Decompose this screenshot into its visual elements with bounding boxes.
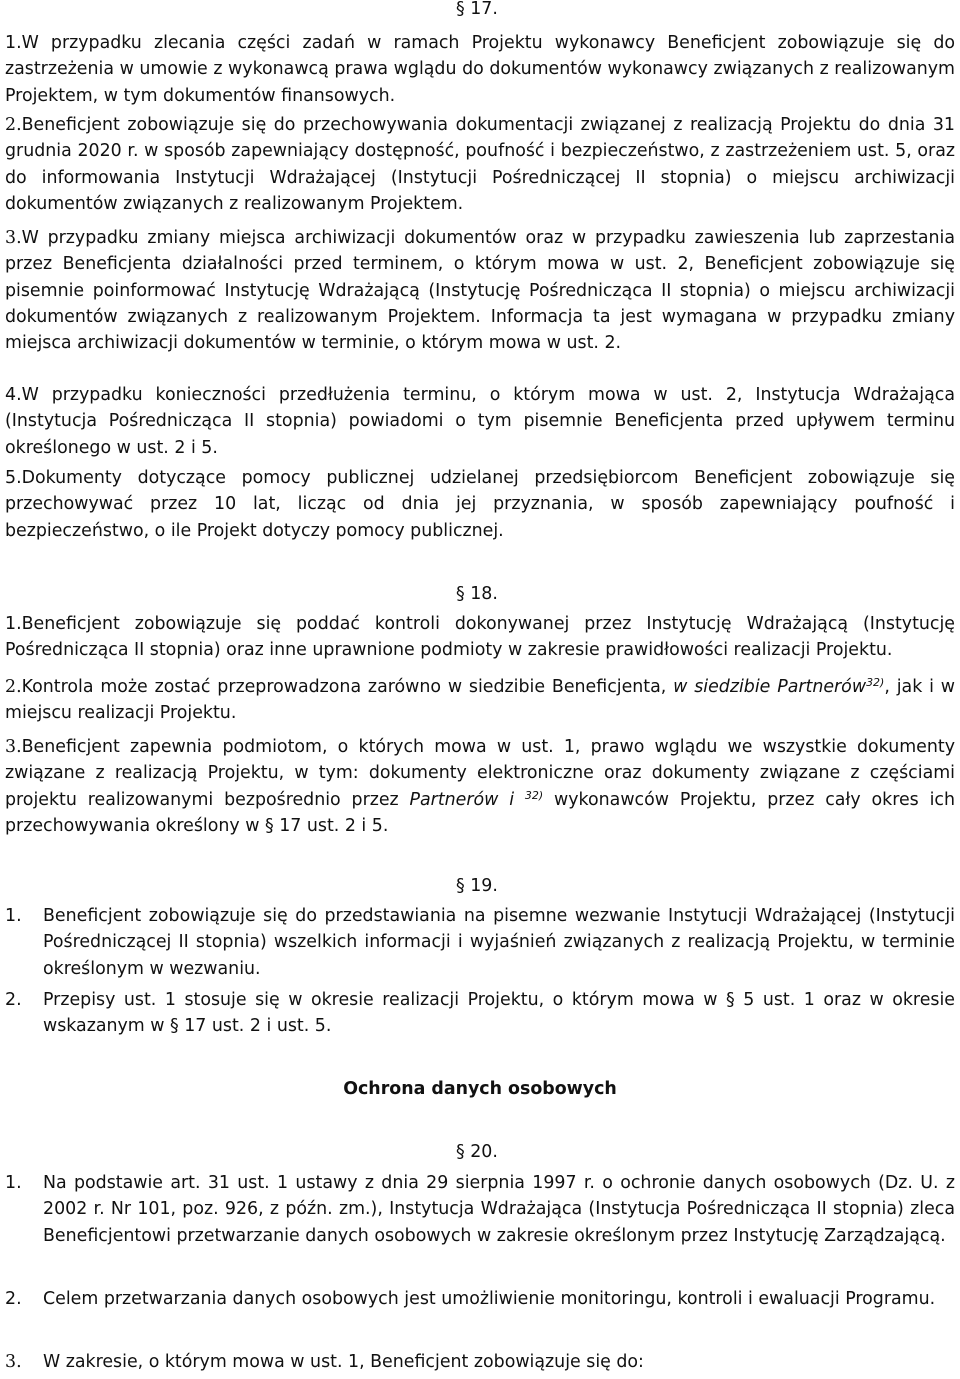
paragraph-17-4 [5,382,955,461]
list-item-19-1 [5,903,955,982]
paragraph-number: 2. [5,677,22,697]
list-item-text: Celem przetwarzania danych osobowych jest umożliwienie monitoringu, kontroli i ewaluacji Programu. [43,1289,936,1309]
paragraph-text: Beneficjent zobowiązuje się do przechowywania dokumentacji związanej z realizacją Projektu do dnia 31 grudnia 2020 r. w sposób zapewniający dostępność, poufność i bezpieczeństwo, z zastrzeżeniem ust. 5, oraz do informowania Instytucji Wdrażającej (Instytucji Pośredniczącej II stopnia) o miejscu archiwizacji dokumentów związanych z realizowanym Projektem. [5,115,955,214]
section-heading-17: § 17. [456,0,498,19]
list-item-text: Przepisy ust. 1 stosuje się w okresie realizacji Projektu, o którym mowa w § 5 ust. 1 oraz w okresie wskazanym w § 17 ust. 2 i ust. 5. [43,990,955,1037]
paragraph-text: W przypadku zlecania części zadań w ramach Projektu wykonawcy Beneficjent zobowiązuje się do zastrzeżenia w umowie z wykonawcą prawa wglądu do dokumentów wykonawcy związanych z realizowanym Projektem, w tym dokumentów finansowych. [5,33,955,106]
paragraph-number: 3. [5,228,22,248]
paragraph-number: 1. [5,614,22,634]
paragraph-text: Beneficjent zapewnia podmiotom, o których mowa w ust. 1, prawo wglądu we wszystkie dokumenty związane z realizacją Projektu, w tym: dokumenty elektroniczne oraz dokumenty związane z częściami projektu realizowanymi bezpośrednio przez [5,737,955,810]
paragraph-text-end: , jak i w miejscu realizacji Projektu. [5,677,955,724]
paragraph-17-5 [5,465,955,544]
paragraph-text: Dokumenty dotyczące pomocy publicznej udzielanej przedsiębiorcom Beneficjent zobowiązuje się przechowywać przez 10 lat, licząc od dnia jej przyznania, w sposób zapewniający poufność i bezpieczeństwo, o ile Projekt dotyczy pomocy publicznej. [5,468,955,541]
paragraph-number: 3. [5,737,22,757]
list-item-number: 3. [5,1352,22,1372]
footnote-marker: 32) [866,676,885,689]
paragraph-18-2 [5,674,955,727]
paragraph-17-2 [5,112,955,217]
paragraph-text: W przypadku zmiany miejsca archiwizacji dokumentów oraz w przypadku zawieszenia lub zaprzestania przez Beneficjenta działalności przed terminem, o którym mowa w ust. 2, Beneficjent zobowiązuje się pisemnie poinformować Instytucję Wdrażającą (Instytucję Pośrednicząca II stopnia) o miejscu archiwizacji dokumentów związanych z realizowanym Projektem. Informacja ta jest wymagana w przypadku zmiany miejsca archiwizacji dokumentów w terminie, o którym mowa w ust. 2. [5,228,955,354]
partners-reference: Partnerów i [409,789,515,810]
paragraph-number: 4. [5,385,22,405]
list-item-20-3 [5,1349,955,1375]
partners-reference: w siedzibie Partnerów [673,677,867,697]
paragraph-number: 1. [5,33,22,53]
paragraph-18-3 [5,734,955,839]
section-title: Ochrona danych osobowych [343,1079,617,1099]
list-item-20-1 [5,1170,955,1249]
paragraph-18-1 [5,611,955,664]
paragraph-number: 5. [5,468,22,488]
section-heading-18: § 18. [456,584,498,604]
section-heading-20: § 20. [456,1142,498,1162]
paragraph-text: Kontrola może zostać przeprowadzona zarówno w siedzibie Beneficjenta, [21,677,674,697]
paragraph-text-end: wykonawców Projektu, przez cały okres ich przechowywania określony w § 17 ust. 2 i 5. [5,789,955,836]
section-heading-19: § 19. [456,876,498,896]
list-item-text: Na podstawie art. 31 ust. 1 ustawy z dnia 29 sierpnia 1997 r. o ochronie danych osobowych (Dz. U. z 2002 r. Nr 101, poz. 926, z późn. zm.), Instytucja Wdrażająca (Instytucja Pośrednicząca II stopnia) zleca Beneficjentowi przetwarzanie danych osobowych w zakresie określonym przez Instytucję Zarządzającą. [43,1173,955,1246]
paragraph-text: Beneficjent zobowiązuje się poddać kontroli dokonywanej przez Instytucję Wdrażającą (Instytucję Pośrednicząca II stopnia) oraz inne uprawnione podmioty w zakresie prawidłowości realizacji Projektu. [5,614,955,661]
paragraph-number: 2. [5,115,22,135]
list-item-number: 2. [5,990,22,1010]
paragraph-17-1 [5,30,955,109]
list-item-number: 1. [5,1173,22,1193]
footnote-marker: 32) [524,788,544,802]
list-item-text: W zakresie, o którym mowa w ust. 1, Beneficjent zobowiązuje się do: [43,1352,644,1372]
list-item-20-2 [5,1286,955,1312]
list-item-number: 1. [5,906,22,926]
list-item-number: 2. [5,1289,22,1309]
list-item-19-2 [5,987,955,1040]
paragraph-17-3 [5,225,955,356]
list-item-text: Beneficjent zobowiązuje się do przedstawiania na pisemne wezwanie Instytucji Wdrażającej (Instytucji Pośredniczącej II stopnia) wszelkich informacji i wyjaśnień związanych z realizacją Projektu, w terminie określonym w wezwaniu. [43,906,955,979]
paragraph-text: W przypadku konieczności przedłużenia terminu, o którym mowa w ust. 2, Instytucja Wdrażająca (Instytucja Pośrednicząca II stopnia) powiadomi o tym pisemnie Beneficjenta przed upływem terminu określonego w ust. 2 i 5. [5,385,955,458]
